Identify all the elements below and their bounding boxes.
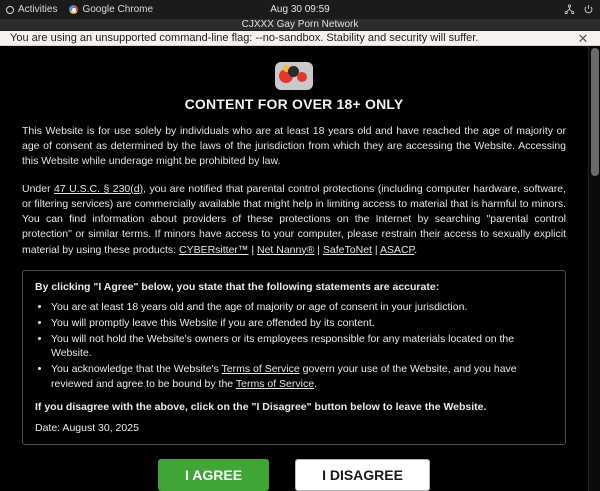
item4-pre: You acknowledge that the Website's [51,363,222,376]
page-viewport [0,46,600,491]
action-buttons [22,459,566,491]
cybersitter-link[interactable]: CYBERsitter™ [179,243,249,256]
scrollbar-thumb[interactable] [591,48,599,176]
sep-1: | [248,243,257,256]
agreement-box [22,270,566,445]
window-title: CJXXX Gay Porn Network [241,19,359,30]
infobar-message: You are using an unsupported command-line flag: --no-sandbox. Stability and security will suffer. [10,32,479,44]
intro-paragraph: This Website is for use solely by individuals who are at least 18 years old and have reached the age of majority or age of consent as determined by the laws of the jurisdiction from which they are accessing the Website. Accessing this Website while underage might be prohibited by law. [22,125,566,168]
paragraph2-mid: , you are notified that parental control protections (including computer hardware, software, or filtering services) are commercially available that might help in limiting access to material that is harmful to minors. You can find information about providers of these protections on the Internet by searching "parental control protection" or similar terms. If minors have access to your computer, please restrain their access to sexually explicit material by using these products: [22,182,567,256]
parental-controls-paragraph: Under 47 U.S.C. § 230(d), you are notified that parental control protections (including computer hardware, software, or filtering services) are commercially available that might help in limiting access to material that is harmful to minors. You can find information about providers of these protections on the Internet by searching "parental control protection" or similar terms. If minors have access to your computer, please restrain their access to sexually explicit material by using these products: CYBERsitter™ | Net Nanny® | SafeToNet | ASACP. [22,182,567,256]
asacp-link[interactable]: ASACP [379,243,415,256]
topbar-right-group [564,4,594,15]
taskbar-item-google-chrome[interactable] [69,4,153,15]
item4-mid: govern your use of the Website, and you have reviewed and agree to be bound by the [51,363,517,391]
agreement-list [35,300,553,392]
window-titlebar[interactable] [0,19,600,31]
terms-of-service-link-1[interactable]: Terms of Service [221,363,300,376]
list-item: • You will not hold the Website's owners or its employees responsible for any materials located on the Website. [51,332,553,362]
agreement-date: Date: August 30, 2025 [35,422,139,435]
taskbar-item-label: Google Chrome [82,4,154,15]
age-verification-page [0,46,588,491]
activities-button[interactable] [6,4,57,15]
clock[interactable]: Aug 30 09:59 [270,4,330,15]
chrome-icon [69,5,78,14]
i-disagree-button[interactable]: I DISAGREE [295,459,430,491]
power-icon[interactable] [583,4,594,15]
sep-3: | [371,243,380,256]
terms-of-service-link-2[interactable]: Terms of Service [235,378,315,391]
topbar-left-group [6,4,153,15]
close-icon[interactable]: ✕ [577,30,589,46]
netnanny-link[interactable]: Net Nanny® [257,243,315,256]
i-agree-button[interactable]: I AGREE [158,459,269,491]
safetonet-link[interactable]: SafeToNet [322,243,372,256]
activities-label: Activities [18,4,58,15]
system-topbar [0,0,600,19]
sep-2: | [314,243,323,256]
page-scrollbar[interactable] [588,46,600,491]
list-item [51,362,553,392]
law-link[interactable]: 47 U.S.C. § 230(d) [54,182,144,195]
disagree-note: If you disagree with the above, click on the "I Disagree" button below to leave the Website. [35,401,487,414]
item4-end: . [314,378,317,391]
agreement-heading: By clicking "I Agree" below, you state that the following statements are accurate: [35,280,440,293]
list-item: • You are at least 18 years old and the age of majority or age of consent in your jurisdiction. [51,300,553,315]
site-logo-wrap [22,62,566,90]
site-logo-icon [275,62,313,90]
browser-window [0,19,600,484]
paragraph2-pre: Under [22,182,55,195]
list-item: • You will promptly leave this Website if you are offended by its content. [51,316,553,331]
command-line-flag-infobar [0,31,600,46]
activities-dot-icon [6,6,14,14]
network-icon[interactable] [564,4,575,15]
page-title: CONTENT FOR OVER 18+ ONLY [184,96,404,112]
